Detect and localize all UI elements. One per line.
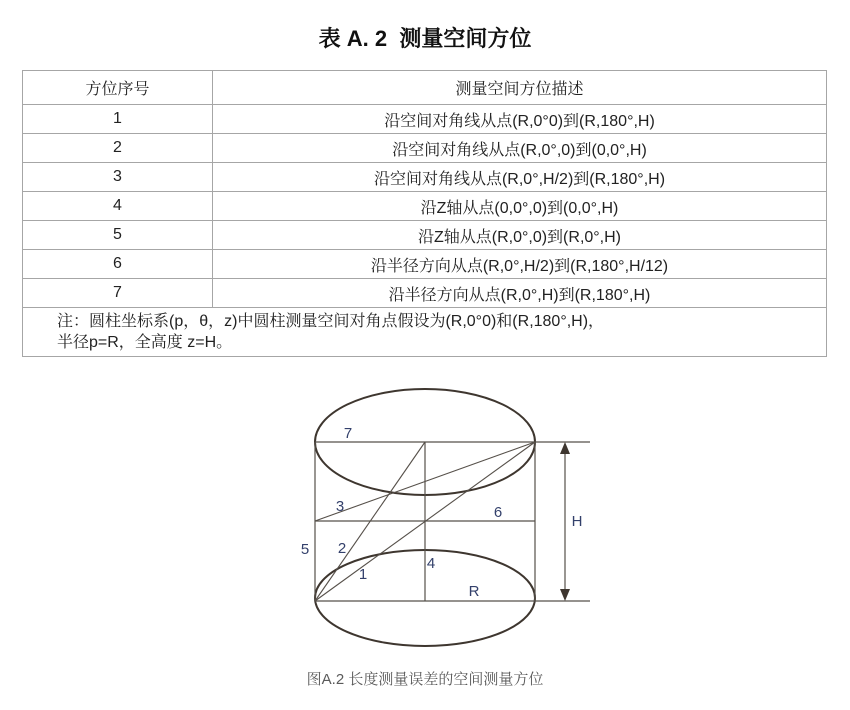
label-1: 1 xyxy=(358,566,368,583)
cylinder-diagram xyxy=(260,378,620,658)
row-no: 2 xyxy=(23,134,213,163)
table-title: 表 A. 2 测量空间方位 xyxy=(318,26,532,51)
note-line-1: 注：圆柱坐标系(p，θ，z)中圆柱测量空间对角点假设为(R,0°0)和(R,180°,H)， xyxy=(57,313,605,330)
table-row xyxy=(23,221,827,250)
dimension-arrow-up xyxy=(560,442,570,454)
header-orientation-no: 方位序号 xyxy=(23,71,213,105)
row-desc: 沿Z轴从点(0,0°,0)到(0,0°,H) xyxy=(213,192,827,221)
label-3: 3 xyxy=(335,498,345,515)
note-row xyxy=(23,308,827,357)
row-desc: 沿空间对角线从点(R,0°,0)到(0,0°,H) xyxy=(213,134,827,163)
row-no: 6 xyxy=(23,250,213,279)
label-height: H xyxy=(571,513,583,530)
row-desc: 沿Z轴从点(R,0°,0)到(R,0°,H) xyxy=(213,221,827,250)
label-6: 6 xyxy=(493,504,503,521)
figure-caption: 图A.2 长度测量误差的空间测量方位 xyxy=(306,671,544,688)
table-row xyxy=(23,134,827,163)
header-row xyxy=(23,71,827,105)
table-row xyxy=(23,163,827,192)
dimension-arrow-down xyxy=(560,589,570,601)
row-no: 3 xyxy=(23,163,213,192)
note-line-2: 半径p=R，全高度 z=H。 xyxy=(57,334,233,351)
table-row xyxy=(23,192,827,221)
table-row xyxy=(23,105,827,134)
header-orientation-desc: 测量空间方位描述 xyxy=(213,71,827,105)
table-row xyxy=(23,279,827,308)
cylinder-figure xyxy=(260,378,620,658)
table-row xyxy=(23,250,827,279)
row-desc: 沿半径方向从点(R,0°,H)到(R,180°,H) xyxy=(213,279,827,308)
row-no: 7 xyxy=(23,279,213,308)
orientation-table xyxy=(22,70,827,357)
label-4: 4 xyxy=(426,555,436,572)
row-desc: 沿空间对角线从点(R,0°0)到(R,180°,H) xyxy=(213,105,827,134)
label-7: 7 xyxy=(343,425,353,442)
row-no: 1 xyxy=(23,105,213,134)
row-no: 4 xyxy=(23,192,213,221)
label-radius: R xyxy=(468,583,480,600)
row-desc: 沿空间对角线从点(R,0°,H/2)到(R,180°,H) xyxy=(213,163,827,192)
label-2: 2 xyxy=(337,540,347,557)
label-5: 5 xyxy=(300,541,310,558)
row-desc: 沿半径方向从点(R,0°,H/2)到(R,180°,H/12) xyxy=(213,250,827,279)
table-note xyxy=(23,308,827,357)
row-no: 5 xyxy=(23,221,213,250)
